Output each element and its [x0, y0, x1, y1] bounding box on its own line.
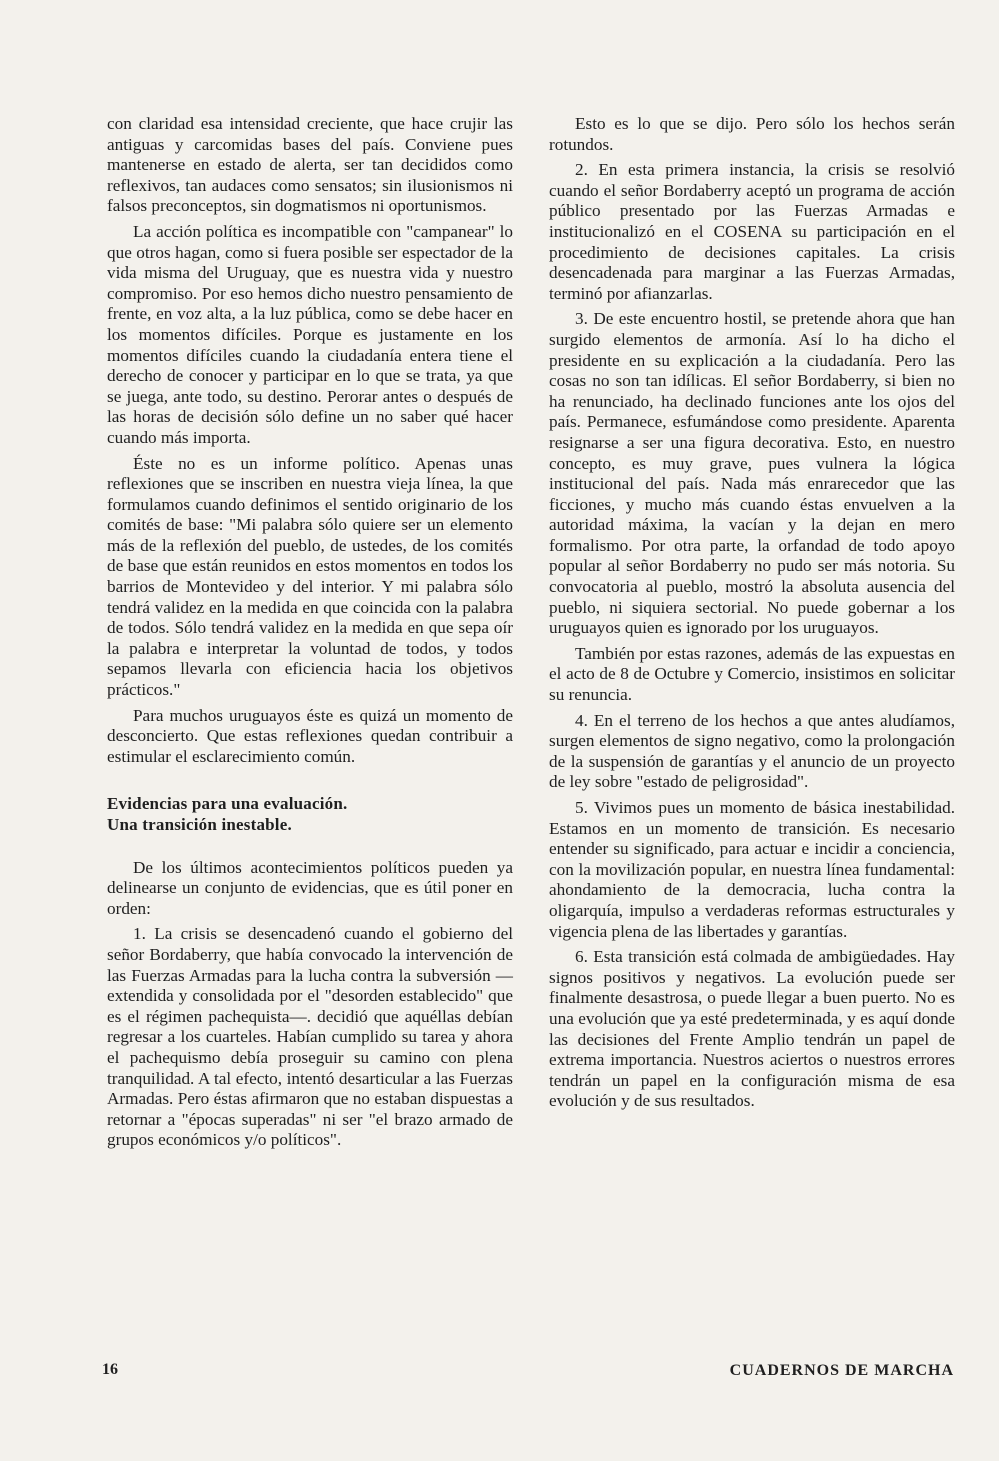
spacer — [107, 836, 513, 858]
paragraph: De los últimos acontecimientos políticos pueden ya delinearse un conjunto de evidencias, que es útil poner en orden: — [107, 857, 513, 918]
paragraph: 6. Esta transición está colmada de ambigüedades. Hay signos positivos y negativos. La evolución puede ser finalmente desastrosa, o puede llegar a buen puerto. No es una evolución que ya esté predeterminada, y es aquí donde las decisiones del Frente Amplio tendrán un papel de extrema importancia. Nuestros aciertos o nuestros errores tendrán un papel en la configuración misma de esa evolución y de sus resultados. — [549, 947, 955, 1111]
paragraph: 5. Vivimos pues un momento de básica inestabilidad. Estamos en un momento de transición. Es necesario entender su significado, para actuar e incidir a conciencia, con la movilización popular, en nuestra línea fundamental: ahondamiento de la democracia, lucha contra la oligarquía, impulso a verdaderas reformas estructurales y vigencia plena de las libertades y garantías. — [549, 798, 955, 941]
right-column — [549, 114, 955, 1117]
left-column — [107, 114, 513, 1156]
paragraph: Esto es lo que se dijo. Pero sólo los hechos serán rotundos. — [549, 114, 955, 154]
section-subheading: Una transición inestable. — [107, 815, 292, 834]
paragraph: 2. En esta primera instancia, la crisis se resolvió cuando el señor Bordaberry aceptó un programa de acción público presentado por las Fuerzas Armadas e institucionalizó en el COSENA su participación en el procedimiento de decisiones capitales. La crisis desencadenada para marginar a las Fuerzas Armadas, terminó por afianzarlas. — [549, 160, 955, 303]
paragraph: con claridad esa intensidad creciente, que hace crujir las antiguas y carcomidas bases del país. Conviene pues mantenerse en estado de alerta, ser tan decididos como reflexivos, tan audaces como sensatos; sin ilusionismos ni falsos preconceptos, sin dogmatismos ni oportunismos. — [107, 114, 513, 216]
paragraph: 4. En el terreno de los hechos a que antes aludíamos, surgen elementos de signo negativo, como la prolongación de la suspensión de garantías y el anuncio de un proyecto de ley sobre "estado de peligrosidad". — [549, 710, 955, 792]
paragraph: Éste no es un informe político. Apenas unas reflexiones que se inscriben en nuestra vieja línea, la que formulamos cuando definimos el sentido originario de los comités de base: "Mi palabra sólo quiere ser un elemento más de la reflexión del pueblo, de ustedes, de los comités de base que están reunidos en estos momentos en todos los barrios de Montevideo y del interior. Y mi palabra sólo tendrá validez en la medida en que coincida con la palabra de todos. Sólo tendrá validez en la medida en que sepa oír la palabra e interpretar la voluntad de todos, y todos sepamos llevarla con eficiencia hacia los objetivos prácticos." — [107, 453, 513, 700]
paragraph: 1. La crisis se desencadenó cuando el gobierno del señor Bordaberry, que había convocado la intervención de las Fuerzas Armadas para la lucha contra la subversión —extendida y consolidada por el "desorden establecido" que es el régimen pachequista—. decidió que aquéllas debían regresar a los cuarteles. Habían cumplido su tarea y ahora el pachequismo debía proseguir su camino con plena tranquilidad. A tal efecto, intentó desarticular a las Fuerzas Armadas. Pero éstas afirmaron que no estaban dispuestas a retornar a "épocas superadas" ni ser "el brazo armado de grupos económicos y/o políticos". — [107, 924, 513, 1150]
spacer — [107, 772, 513, 794]
paragraph: 3. De este encuentro hostil, se pretende ahora que han surgido elementos de armonía. Así lo ha dicho el presidente en su explicación a la ciudadanía. Pero las cosas no son tan idílicas. El señor Bordaberry, si bien no ha renunciado, ha declinado funciones ante los ojos del país. Permanece, esfumándose como presidente. Aparenta resignarse a ser una figura decorativa. Esto, en nuestro concepto, es muy grave, pues vulnera la lógica institucional del país. Nada más enrarecedor que las ficciones, y mucho más cuando éstas envuelven a la autoridad máxima, la vacían y la dejan en mero formalismo. Por otra parte, la orfandad de todo apoyo popular al señor Bordaberry no pudo ser más notoria. Su convocatoria al pueblo, mostró la absoluta ausencia del pueblo, ni siquiera sectorial. No puede gobernar a los uruguayos quien es ignorado por los uruguayos. — [549, 309, 955, 638]
paragraph: La acción política es incompatible con "campanear" lo que otros hagan, como si fuera posible ser espectador de la vida misma del Uruguay, que es nuestra vida y nuestro compromiso. Por eso hemos dicho nuestro pensamiento de frente, en voz alta, a la luz pública, como se debe hacer en los momentos difíciles. Porque es justamente en los momentos difíciles cuando la ciudadanía entera tiene el derecho de conocer y participar en lo que se trata, ya que se juega, ante todo, su destino. Perorar antes o después de las horas de decisión sólo define un no saber qué hacer cuando más importa. — [107, 221, 513, 447]
paragraph: También por estas razones, además de las expuestas en el acto de 8 de Octubre y Comercio, insistimos en solicitar su renuncia. — [549, 643, 955, 705]
publication-title: CUADERNOS DE MARCHA — [729, 1362, 954, 1379]
page-number: 16 — [102, 1361, 118, 1378]
paragraph: Para muchos uruguayos éste es quizá un momento de desconcierto. Que estas reflexiones quedan contribuir a estimular el esclarecimiento común. — [107, 705, 513, 766]
section-heading: Evidencias para una evaluación. — [107, 794, 348, 814]
